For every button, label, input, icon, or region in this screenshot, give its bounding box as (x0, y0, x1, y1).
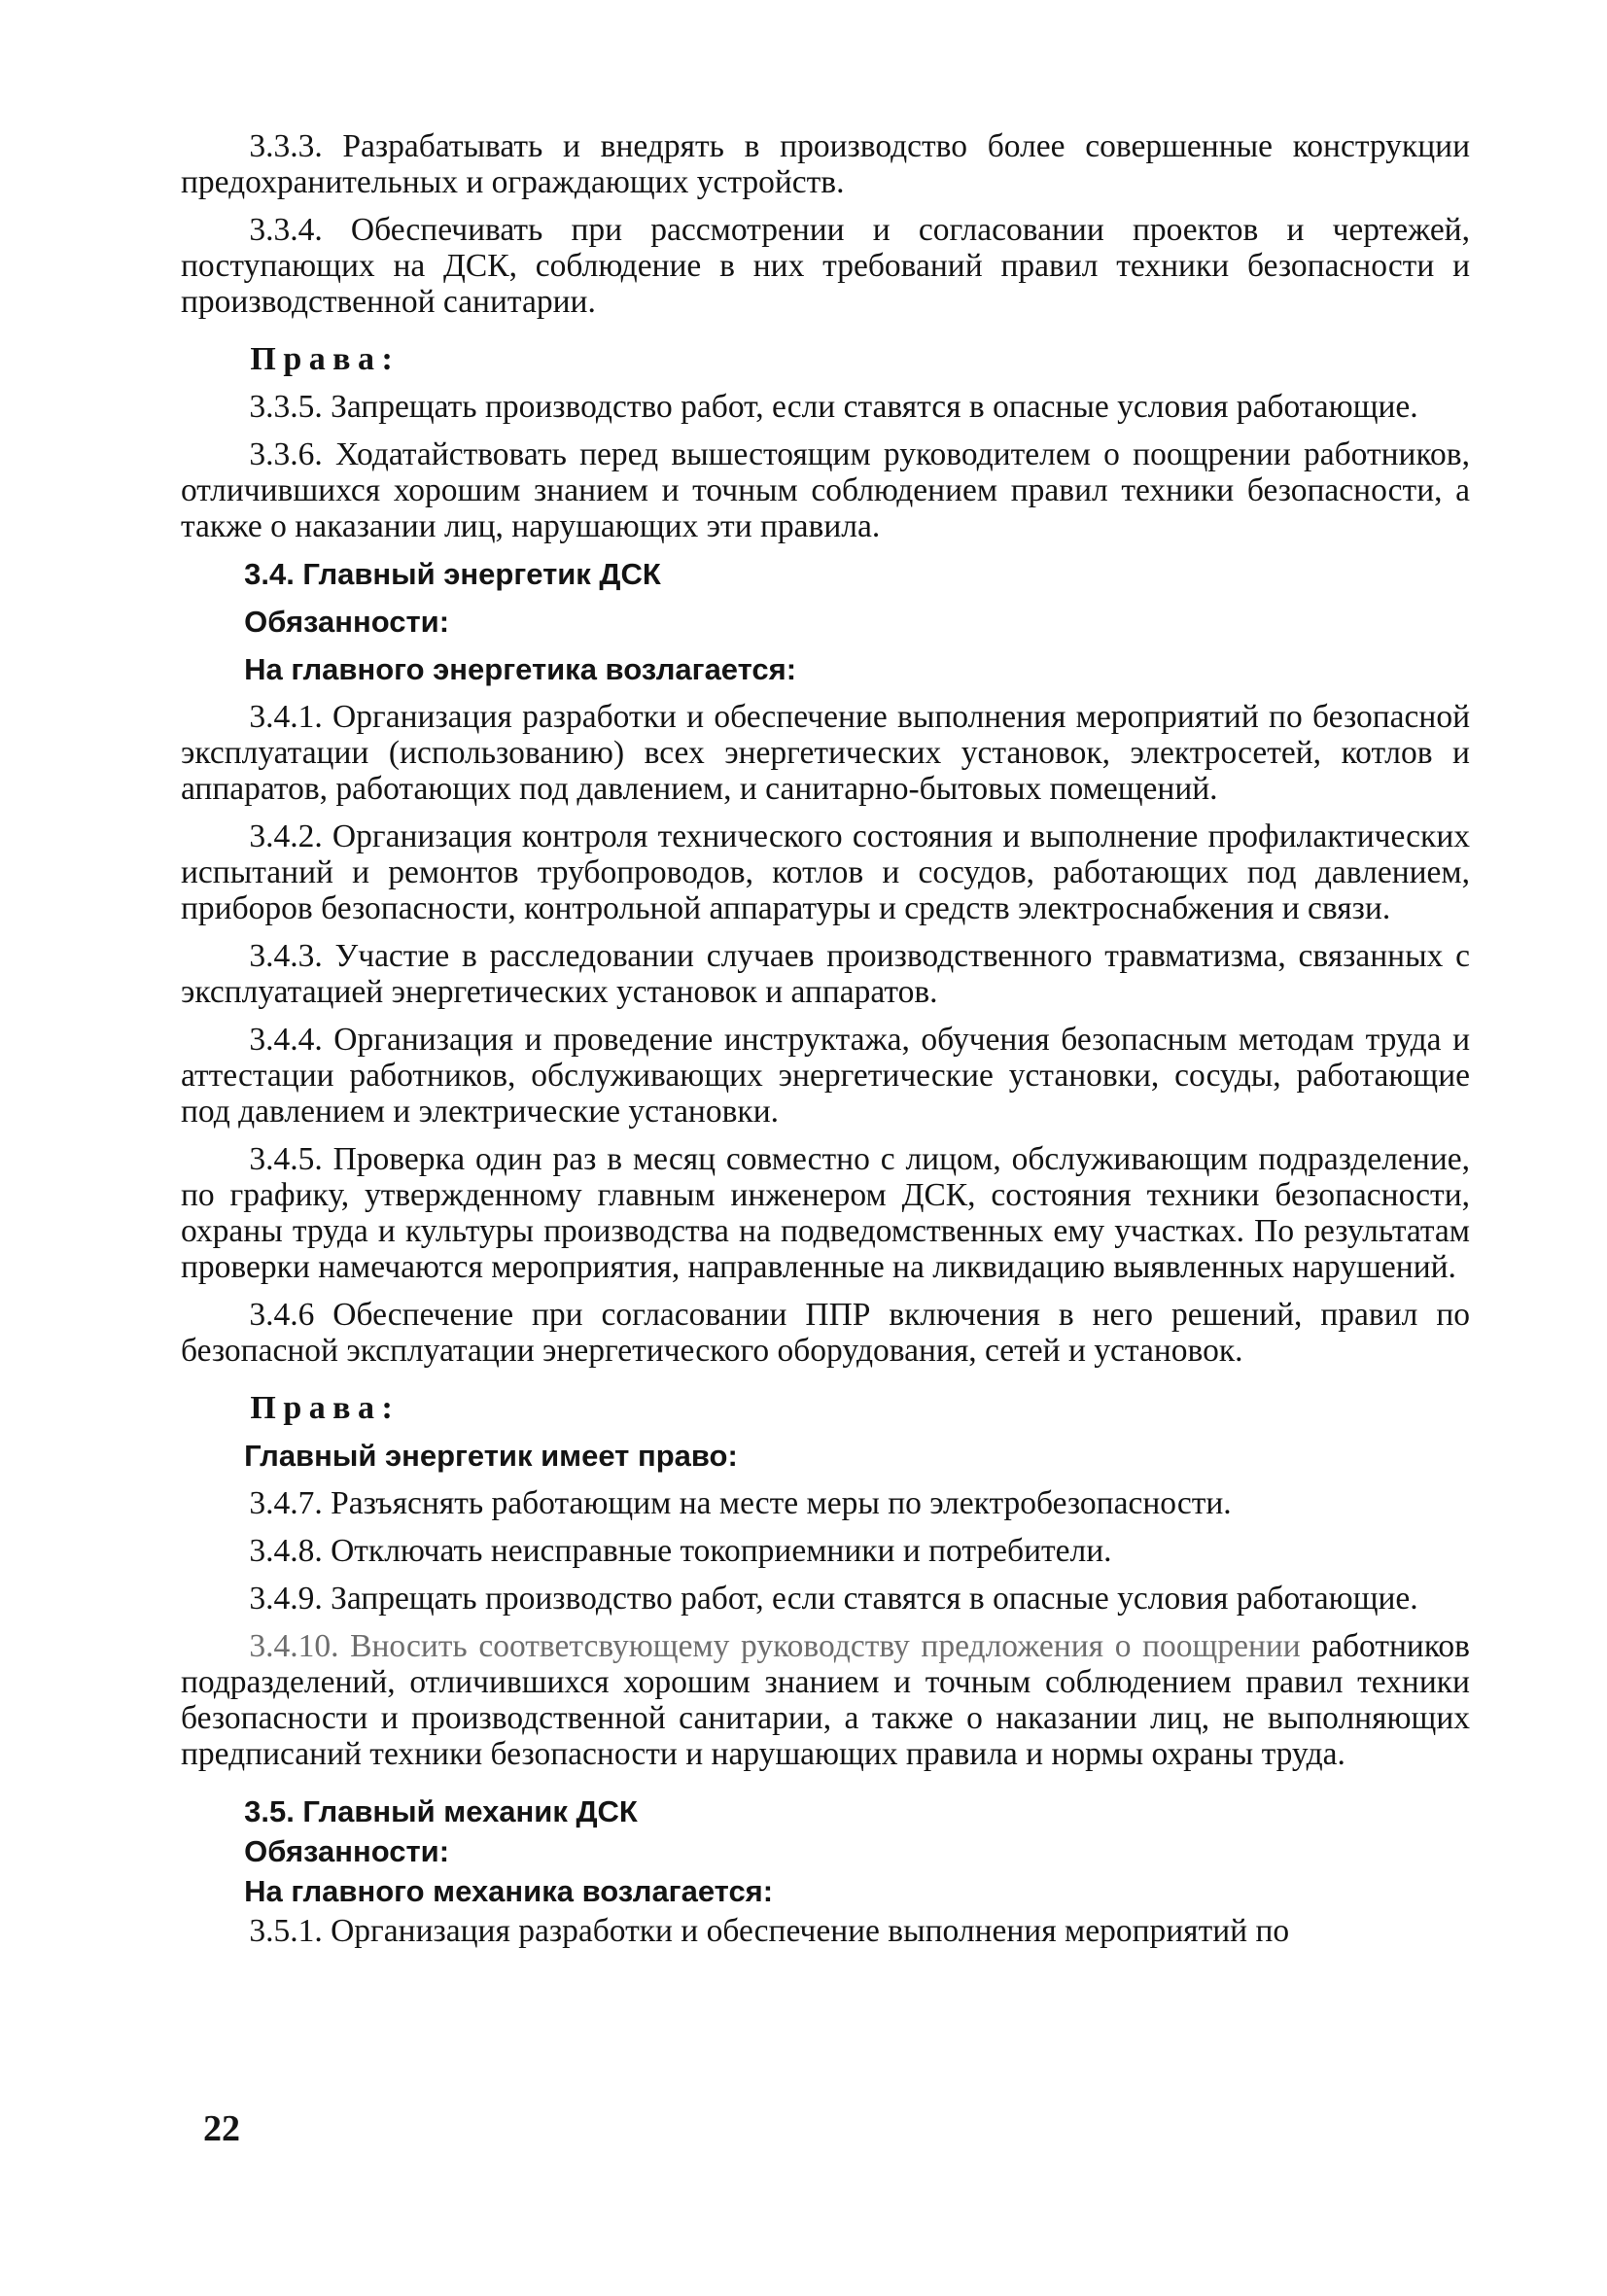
duties-heading: Обязанности: (244, 605, 450, 639)
document-page (181, 128, 1470, 1961)
duties-subheading: На главного механика возлагается: (244, 1874, 774, 1908)
paragraph-3-3-6: 3.3.6. Ходатайствовать перед вышестоящим руководителем о поощрении работников, отличившихся хорошим знанием и точным соблюдением правил техники безопасности, а также о наказании лиц, нарушающих эти правила. (181, 436, 1470, 544)
paragraph-3-4-4: 3.4.4. Организация и проведение инструктажа, обучения безопасным методам труда и аттестации работников, обслуживающих энергетические установки, сосуды, работающие под давлением и электрические установки. (181, 1022, 1470, 1130)
section-3-5-title: 3.5. Главный механик ДСК (244, 1794, 638, 1828)
paragraph-3-4-10-faint-text: 3.4.10. Вносить соответсвующему руководству предложения о поощрении (249, 1628, 1301, 1664)
paragraph-3-4-3: 3.4.3. Участие в расследовании случаев производственного травматизма, связанных с эксплуатацией энергетических установок и аппаратов. (181, 938, 1470, 1010)
paragraph-3-3-3: 3.3.3. Разрабатывать и внедрять в производство более совершенные конструкции предохранительных и ограждающих устройств. (181, 128, 1470, 200)
paragraph-3-4-2: 3.4.2. Организация контроля технического состояния и выполнение профилактических испытаний и ремонтов трубопроводов, котлов и сосудов, работающих под давлением, приборов безопасности, контрольной аппаратуры и средств электроснабжения и связи. (181, 818, 1470, 926)
paragraph-3-3-5: 3.3.5. Запрещать производство работ, если ставятся в опасные условия работающие. (249, 389, 1418, 425)
page-number: 22 (203, 2108, 240, 2149)
duties-heading: Обязанности: (244, 1834, 450, 1868)
paragraph-3-4-9: 3.4.9. Запрещать производство работ, если ставятся в опасные условия работающие. (249, 1581, 1418, 1617)
paragraph-3-4-10 (181, 1628, 1470, 1772)
rights-subheading: Главный энергетик имеет право: (244, 1439, 738, 1473)
duties-subheading: На главного энергетика возлагается: (244, 652, 797, 686)
paragraph-3-4-7: 3.4.7. Разъяснять работающим на месте меры по электробезопасности. (249, 1485, 1232, 1521)
paragraph-3-4-5: 3.4.5. Проверка один раз в месяц совместно с лицом, обслуживающим подразделение, по графику, утвержденному главным инженером ДСК, состояния техники безопасности, охраны труда и культуры производства на подведомственных ему участках. По результатам проверки намечаются мероприятия, направленные на ликвидацию выявленных нарушений. (181, 1141, 1470, 1285)
paragraph-3-4-10-text: работников подразделений, отличившихся хорошим знанием и точным соблюдением правил техники безопасности и производственной санитарии, а также о наказании лиц, не выполняющих предписаний техники безопасности и нарушающих правила и нормы охраны труда. (181, 1628, 1470, 1772)
rights-heading: Права: (250, 341, 401, 377)
paragraph-3-4-6: 3.4.6 Обеспечение при согласовании ППР включения в него решений, правил по безопасной эксплуатации энергетического оборудования, сетей и установок. (181, 1297, 1470, 1369)
rights-heading: Права: (250, 1390, 401, 1426)
paragraph-3-5-1: 3.5.1. Организация разработки и обеспечение выполнения мероприятий по (249, 1913, 1290, 1949)
section-3-4-title: 3.4. Главный энергетик ДСК (244, 557, 661, 591)
paragraph-3-3-4: 3.3.4. Обеспечивать при рассмотрении и согласовании проектов и чертежей, поступающих на ДСК, соблюдение в них требований правил техники безопасности и производственной санитарии. (181, 212, 1470, 320)
paragraph-3-4-8: 3.4.8. Отключать неисправные токоприемники и потребители. (249, 1533, 1112, 1569)
paragraph-3-4-1: 3.4.1. Организация разработки и обеспечение выполнения мероприятий по безопасной эксплуатации (использованию) всех энергетических установок, электросетей, котлов и аппаратов, работающих под давлением, и санитарно-бытовых помещений. (181, 699, 1470, 807)
